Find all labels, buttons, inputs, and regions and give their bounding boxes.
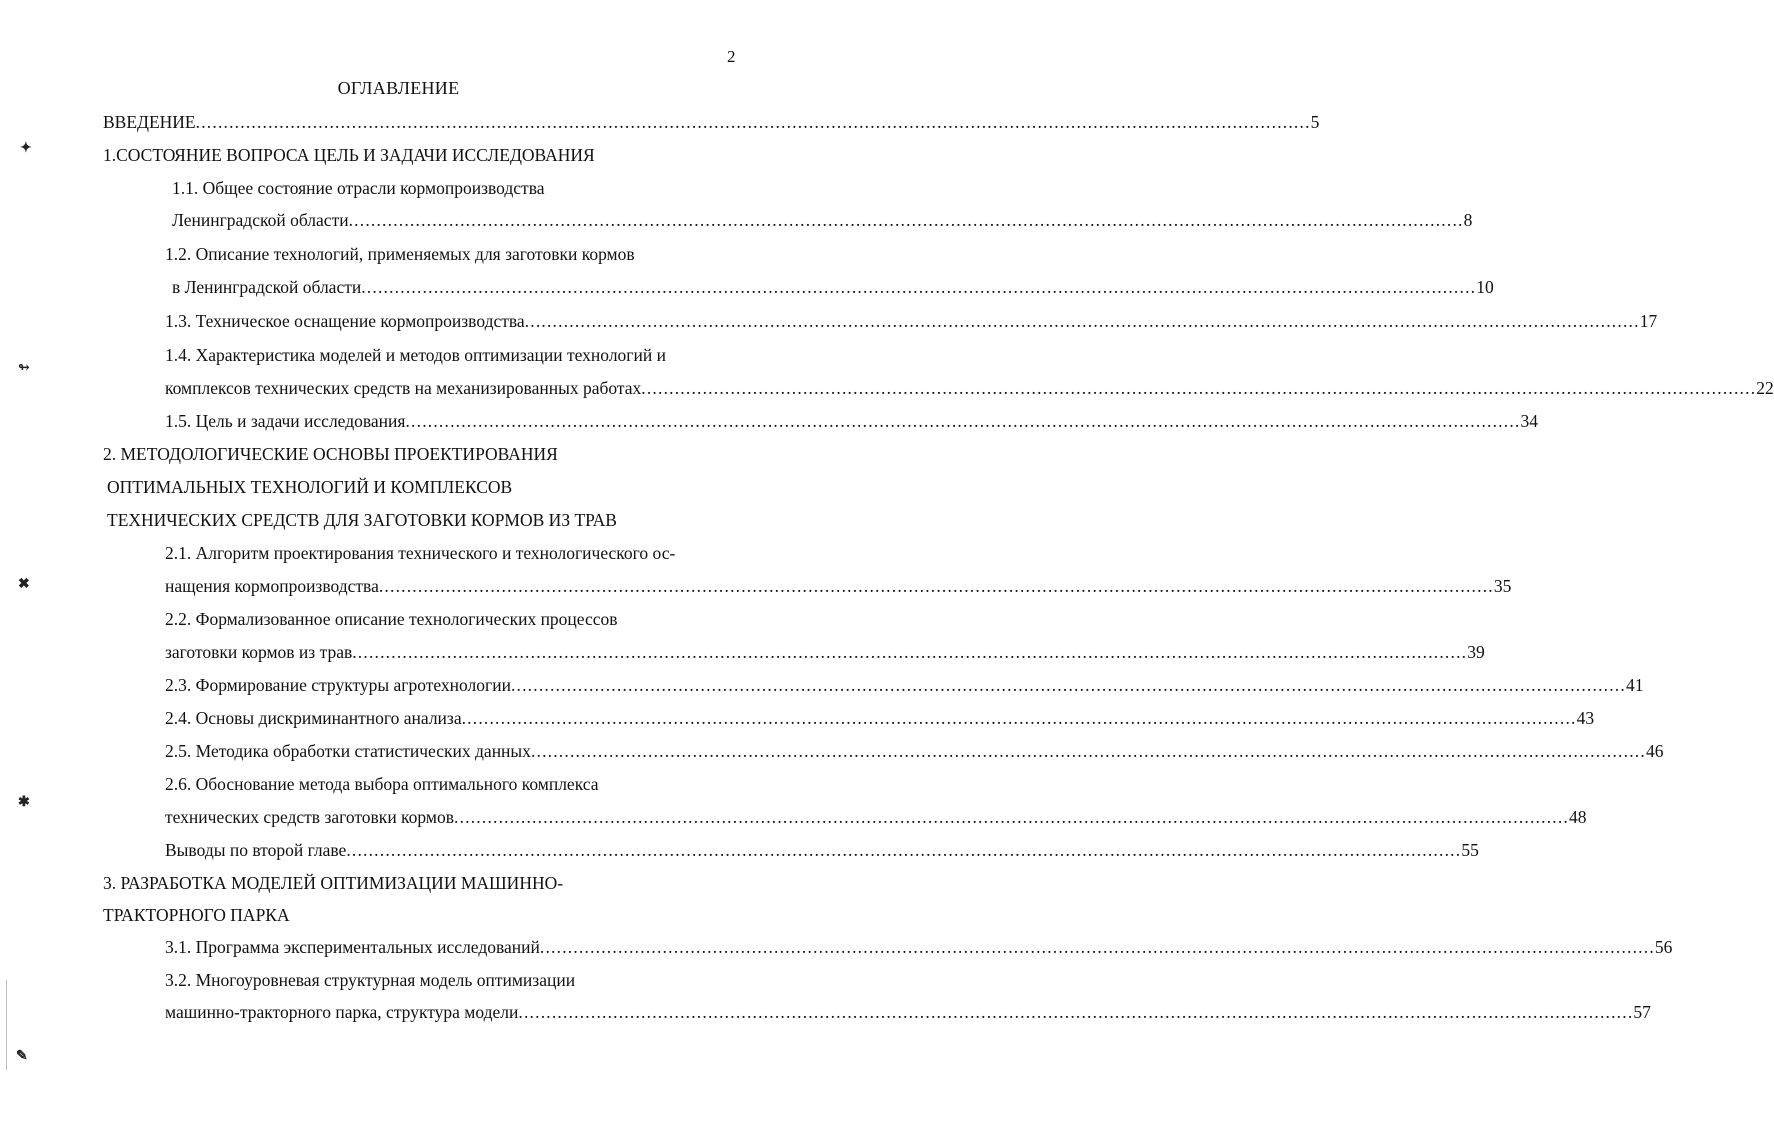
toc-page-number: 17 <box>1639 311 1658 331</box>
toc-title: ОГЛАВЛЕНИЕ <box>337 78 460 98</box>
toc-entry-text: 2.1. Алгоритм проектирования технического и технологического ос- <box>165 543 676 563</box>
toc-entry <box>165 345 666 366</box>
toc-entry-text: 2.5. Методика обработки статистических данных <box>165 741 531 761</box>
toc-entry-text: 2.3. Формирование структуры агротехнологии <box>165 675 511 695</box>
toc-leader-dots: ........................................................................................................................................................................................................ <box>518 1002 1634 1022</box>
toc-entry <box>165 378 1774 399</box>
toc-entry-text: 2.6. Обоснование метода выбора оптимального комплекса <box>165 774 599 794</box>
toc-entry-text: 2. МЕТОДОЛОГИЧЕСКИЕ ОСНОВЫ ПРОЕКТИРОВАНИЯ <box>103 444 558 464</box>
toc-page-number: 48 <box>1569 807 1587 827</box>
toc-entry <box>165 311 1658 332</box>
toc-entry <box>107 510 617 531</box>
toc-entry <box>165 411 1538 432</box>
toc-page-number: 5 <box>1310 112 1320 132</box>
toc-entry-text: комплексов технических средств на механизированных работах <box>165 378 642 398</box>
toc-entry-text: технических средств заготовки кормов <box>165 807 454 827</box>
toc-entry-text: Выводы по второй главе <box>165 840 347 860</box>
toc-leader-dots: ........................................................................................................................................................................................................ <box>641 378 1757 398</box>
toc-entry <box>165 840 1479 861</box>
toc-page-number: 34 <box>1520 411 1538 431</box>
toc-leader-dots: ........................................................................................................................................................................................................ <box>195 112 1311 132</box>
toc-entry <box>165 937 1673 958</box>
toc-entry-text: заготовки кормов из трав <box>165 642 353 662</box>
toc-entry <box>103 444 558 465</box>
toc-entry-text: Ленинградской области <box>172 210 349 230</box>
toc-entry <box>103 873 563 894</box>
toc-entry-text: ТРАКТОРНОГО ПАРКА <box>103 905 290 925</box>
toc-entry <box>165 609 618 630</box>
toc-page-number: 57 <box>1633 1002 1651 1022</box>
toc-entry-text: 3. РАЗРАБОТКА МОДЕЛЕЙ ОПТИМИЗАЦИИ МАШИННО- <box>103 873 564 893</box>
toc-entry <box>165 1002 1651 1023</box>
toc-entry-text: машинно-тракторного парка, структура модели <box>165 1002 519 1022</box>
toc-leader-dots: ........................................................................................................................................................................................................ <box>346 840 1462 860</box>
toc-leader-dots: ........................................................................................................................................................................................................ <box>530 741 1646 761</box>
toc-entry <box>165 774 599 795</box>
toc-entry <box>103 905 290 926</box>
toc-entry <box>107 477 512 498</box>
toc-entry-text: ТЕХНИЧЕСКИХ СРЕДСТВ ДЛЯ ЗАГОТОВКИ КОРМОВ ИЗ ТРАВ <box>107 510 617 530</box>
toc-page-number: 46 <box>1645 741 1664 761</box>
toc-entry <box>172 210 1473 231</box>
toc-entry-text: в Ленинградской области <box>172 277 362 297</box>
scan-edge-line <box>6 980 7 1070</box>
toc-entry <box>165 741 1664 762</box>
toc-entry-text: 2.2. Формализованное описание технологических процессов <box>165 609 618 629</box>
toc-entry <box>103 145 595 166</box>
toc-entry <box>172 178 545 199</box>
toc-page-number: 55 <box>1461 840 1479 860</box>
toc-entry <box>165 543 675 564</box>
toc-page-number: 41 <box>1625 675 1644 695</box>
toc-entry-text: 1.3. Техническое оснащение кормопроизводства <box>165 311 525 331</box>
toc-entry <box>165 244 635 265</box>
toc-entry-text: 2.4. Основы дискриминантного анализа <box>165 708 462 728</box>
toc-entry <box>165 675 1644 696</box>
toc-entry-text: нащения кормопроизводства <box>165 576 379 596</box>
scan-mark: ✎ <box>16 1049 28 1064</box>
toc-entry <box>165 576 1512 597</box>
toc-entry-text: 1.2. Описание технологий, применяемых для заготовки кормов <box>165 244 635 264</box>
toc-entry <box>165 970 575 991</box>
toc-page-number: 8 <box>1463 210 1473 230</box>
toc-page-number: 39 <box>1467 642 1485 662</box>
scan-mark: ✖ <box>18 577 30 592</box>
toc-entry <box>165 807 1587 828</box>
toc-page-number: 10 <box>1476 277 1494 297</box>
page-number: 2 <box>727 47 736 66</box>
toc-entry <box>103 112 1320 133</box>
toc-entry <box>165 642 1485 663</box>
toc-leader-dots: ........................................................................................................................................................................................................ <box>461 708 1577 728</box>
scan-mark: ↬ <box>18 361 30 376</box>
toc-leader-dots: ........................................................................................................................................................................................................ <box>361 277 1477 297</box>
toc-entry-text: ВВЕДЕНИЕ <box>103 112 196 132</box>
toc-page-number: 22 <box>1756 378 1774 398</box>
toc-leader-dots: ........................................................................................................................................................................................................ <box>524 311 1640 331</box>
toc-page-number: 35 <box>1493 576 1512 596</box>
scan-mark: ✦ <box>20 141 32 156</box>
toc-entry-text: 3.2. Многоуровневая структурная модель оптимизации <box>165 970 576 990</box>
toc-leader-dots: ........................................................................................................................................................................................................ <box>378 576 1494 596</box>
toc-leader-dots: ........................................................................................................................................................................................................ <box>539 937 1655 957</box>
toc-entry <box>165 708 1595 729</box>
toc-leader-dots: ........................................................................................................................................................................................................ <box>510 675 1626 695</box>
toc-entry-text: 1.СОСТОЯНИЕ ВОПРОСА ЦЕЛЬ И ЗАДАЧИ ИССЛЕДОВАНИЯ <box>103 145 595 165</box>
toc-entry-text: 1.5. Цель и задачи исследования <box>165 411 406 431</box>
toc-leader-dots: ........................................................................................................................................................................................................ <box>405 411 1521 431</box>
scan-mark: ✱ <box>18 795 30 810</box>
toc-leader-dots: ........................................................................................................................................................................................................ <box>454 807 1569 827</box>
toc-leader-dots: ........................................................................................................................................................................................................ <box>348 210 1464 230</box>
toc-leader-dots: ........................................................................................................................................................................................................ <box>352 642 1468 662</box>
toc-page-number: 56 <box>1654 937 1673 957</box>
toc-page-number: 43 <box>1576 708 1595 728</box>
toc-entry-text: 3.1. Программа экспериментальных исследований <box>165 937 540 957</box>
toc-entry <box>172 277 1494 298</box>
toc-entry-text: 1.4. Характеристика моделей и методов оптимизации технологий и <box>165 345 666 365</box>
toc-entry-text: 1.1. Общее состояние отрасли кормопроизводства <box>172 178 545 198</box>
toc-entry-text: ОПТИМАЛЬНЫХ ТЕХНОЛОГИЙ И КОМПЛЕКСОВ <box>107 477 513 497</box>
